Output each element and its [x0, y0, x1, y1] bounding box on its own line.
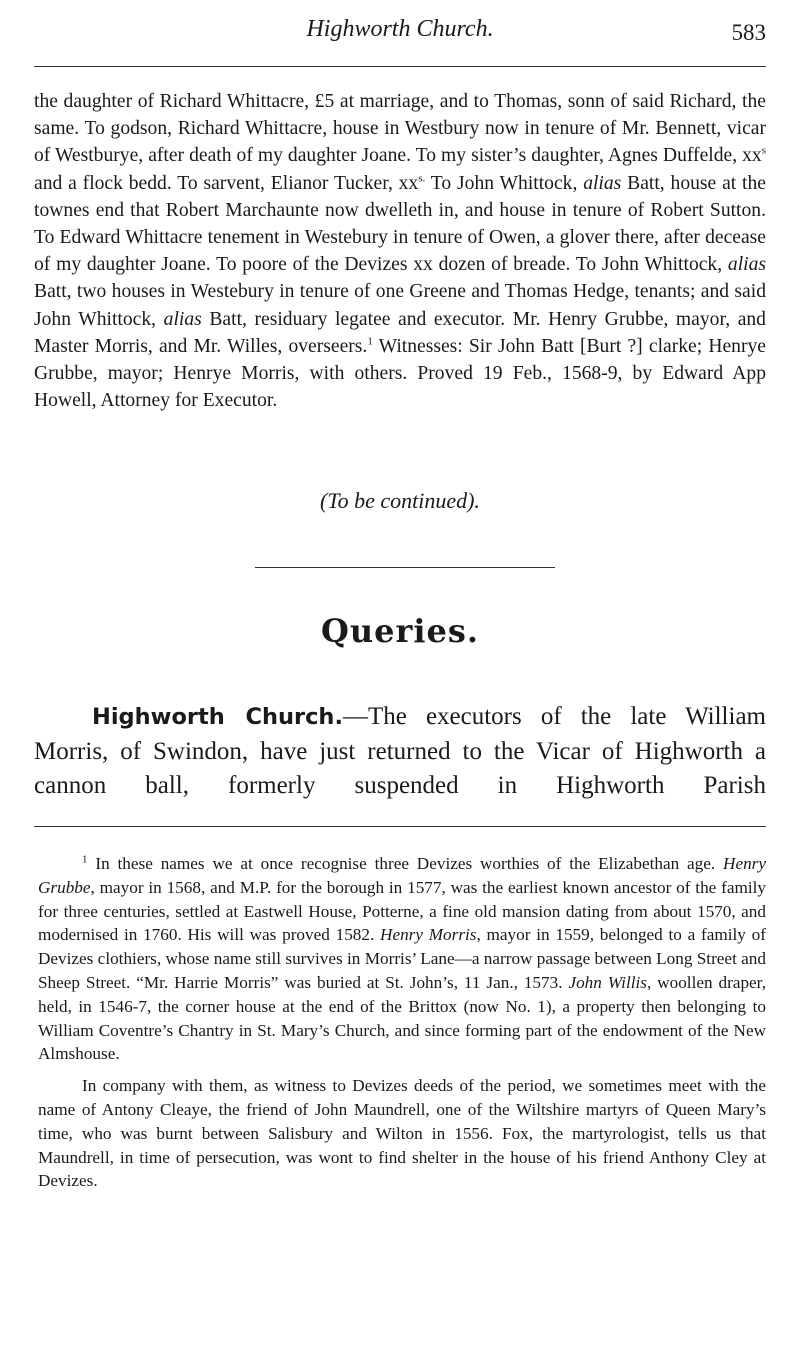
query-text: —The executors of the late William Morris, of Swindon, have just returned to the Vicar of Highworth a cannon ball, formerly suspended in Highworth Parish — [34, 703, 766, 799]
italic-term: Henry Morris — [380, 925, 477, 945]
superscript: 1 — [82, 853, 88, 866]
running-head — [34, 14, 766, 54]
running-title: Highworth Church. — [306, 16, 494, 42]
superscript: s. — [418, 172, 426, 185]
will-abstract-text — [34, 88, 766, 414]
superscript: s — [761, 144, 766, 157]
text-run: Batt, two houses in Westebury in tenure of one Greene and Thomas Hedge, tenants; and said John Whittock, — [34, 281, 766, 330]
footnote-1 — [38, 852, 766, 1066]
query-paragraph — [34, 700, 766, 804]
query-entry — [34, 700, 766, 804]
footnote-1-continuation — [38, 1074, 766, 1193]
section-divider — [255, 567, 555, 568]
text-run: , mayor in 1568, and M.P. for the borough in 1577, was the earliest known ancestor of the family for three centuries, settled at Eastwell House, Potterne, a fine old mansion dating from about 1570, and modernised in 1760. His will was proved 1582. — [38, 877, 766, 945]
header-rule — [34, 66, 766, 67]
text-run: To John Whittock, — [425, 172, 584, 194]
page-number: 583 — [731, 20, 766, 45]
text-run: the daughter of Richard Whittacre, £5 at marriage, and to Thomas, sonn of said Richard, the same. To godson, Richard Whittacre, house in Westbury now in tenure of Mr. Bennett, vicar of Westburye, after death of my daughter Joane. To my sister’s daughter, Agnes Duffelde, xx — [34, 91, 766, 167]
italic-term: alias — [583, 172, 622, 194]
query-title: Highworth Church. — [92, 704, 343, 730]
text-run: Batt, house at the townes end that Robert Marchaunte now dwelleth in, and house in tenure of Robert Sutton. To Edward Whittacre tenement in Westebury in tenure of Owen, a glover there, after decease of my daughter Joane. To poore of the Devizes xx dozen of breade. To John Whittock, — [34, 172, 766, 276]
superscript: 1 — [367, 335, 373, 348]
italic-term: alias — [163, 308, 202, 330]
will-abstract-paragraph — [34, 88, 766, 414]
italic-term: alias — [727, 254, 766, 276]
section-heading-queries: Queries. — [320, 612, 480, 650]
text-run: Batt, residuary legatee and executor. Mr. Henry Grubbe, mayor, and Master Morris, and Mr. Willes, overseers. — [34, 308, 766, 357]
footnotes — [38, 852, 766, 1193]
text-run: , woollen draper, held, in 1546-7, the corner house at the end of the Brittox (now No. 1), a property then belonging to William Coventre’s Chantry in St. Mary’s Church, and since forming part of the endowment of the New Almshouse. — [38, 972, 767, 1064]
footnote-rule — [34, 826, 766, 827]
text-run: , mayor in 1559, belonged to a family of Devizes clothiers, whose name still survives in Morris’ Lane—a narrow passage between Long Street and Sheep Street. “Mr. Harrie Morris” was buried at St. John’s, 11 Jan., 1573. — [38, 925, 766, 992]
italic-term: John Willis — [568, 972, 647, 992]
to-be-continued-note: (To be continued). — [320, 488, 480, 513]
text-run: and a flock bedd. To sarvent, Elianor Tucker, xx — [34, 172, 419, 194]
text-run: In these names we at once recognise three Devizes worthies of the Elizabethan age. — [87, 854, 724, 873]
text-run: In company with them, as witness to Devizes deeds of the period, we sometimes meet with the name of Antony Cleaye, the friend of John Maundrell, one of the Wiltshire martyrs of Queen Mary’s time, who was burnt between Salisbury and Wilton in 1556. Fox, the martyrologist, tells us that Maundrell, in time of persecution, was wont to find shelter in the house of his friend Anthony Cley at Devizes. — [38, 1076, 766, 1191]
italic-term: Henry Grubbe — [38, 854, 766, 897]
text-run: Witnesses: Sir John Batt [Burt ?] clarke; Henrye Grubbe, mayor; Henrye Morris, with others. Proved 19 Feb., 1568-9, by Edward App Howell, Attorney for Executor. — [34, 335, 766, 412]
